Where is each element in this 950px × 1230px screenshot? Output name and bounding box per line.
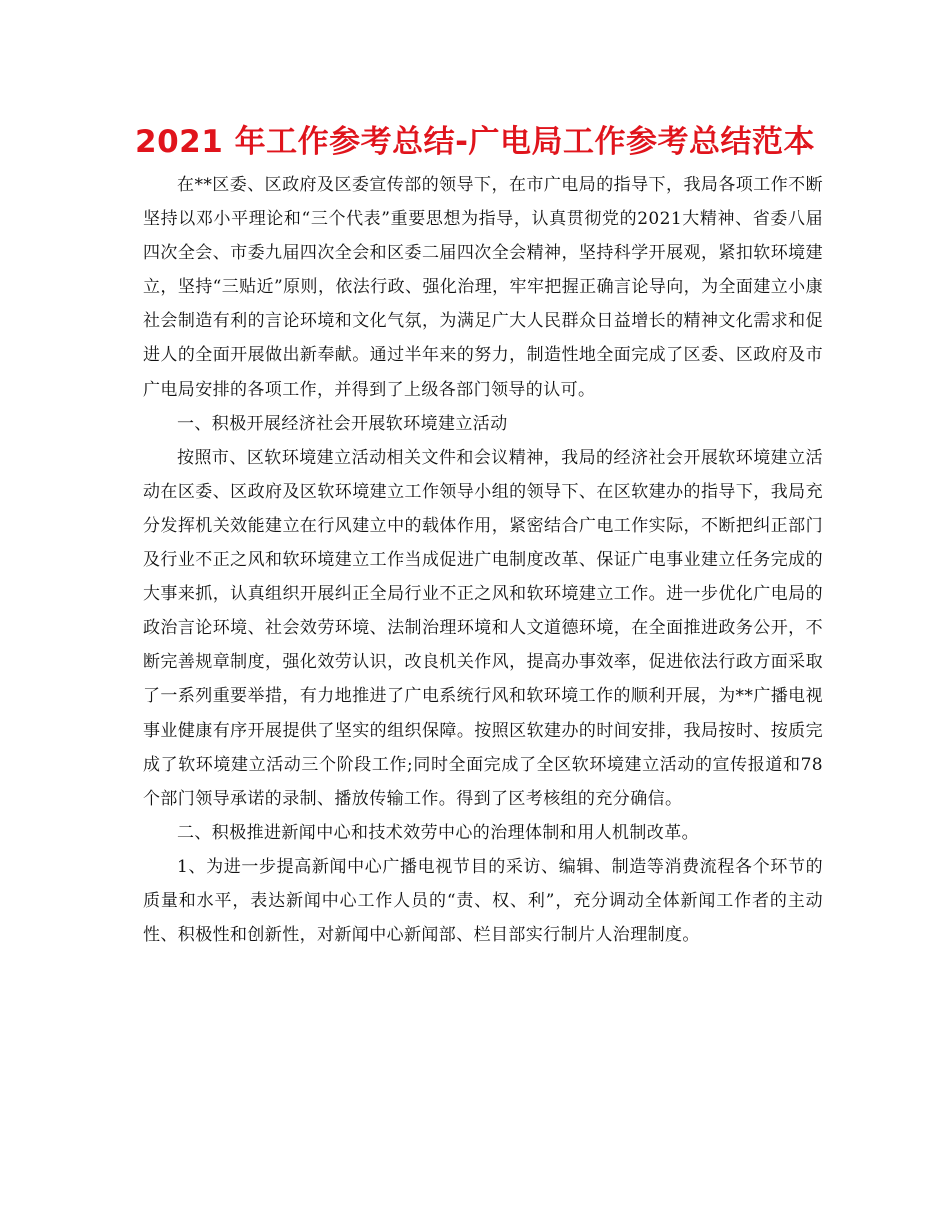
- section-heading-1: 一、积极开展经济社会开展软环境建立活动: [177, 413, 508, 434]
- document-body: [143, 168, 823, 952]
- paragraph-item-1: 1、为进一步提高新闻中心广播电视节目的采访、编辑、制造等消费流程各个环节的质量和水平，表达新闻中心工作人员的“责、权、利”，充分调动全体新闻工作者的主动性、积极性和创新性，对新闻中心新闻部、栏目部实行制片人治理制度。: [143, 856, 823, 946]
- paragraph-section-1: 按照市、区软环境建立活动相关文件和会议精神，我局的经济社会开展软环境建立活动在区委、区政府及区软环境建立工作领导小组的领导下、在区软建办的指导下，我局充分发挥机关效能建立在行风建立中的载体作用，紧密结合广电工作实际，不断把纠正部门及行业不正之风和软环境建立工作当成促进广电制度改革、保证广电事业建立任务完成的大事来抓，认真组织开展纠正全局行业不正之风和软环境建立工作。进一步优化广电局的政治言论环境、社会效劳环境、法制治理环境和人文道德环境，在全面推进政务公开，不断完善规章制度，强化效劳认识，改良机关作风，提高办事效率，促进依法行政方面采取了一系列重要举措，有力地推进了广电系统行风和软环境工作的顺利开展，为**广播电视事业健康有序开展提供了坚实的组织保障。按照区软建办的时间安排，我局按时、按质完成了软环境建立活动三个阶段工作;同时全面完成了全区软环境建立活动的宣传报道和78个部门领导承诺的录制、播放传输工作。得到了区考核组的充分确信。: [143, 447, 823, 809]
- document-title: 2021 年工作参考总结-广电局工作参考总结范本: [135, 124, 815, 160]
- section-heading-2: 二、积极推进新闻中心和技术效劳中心的治理体制和用人机制改革。: [177, 822, 699, 843]
- paragraph-intro: 在**区委、区政府及区委宣传部的领导下，在市广电局的指导下，我局各项工作不断坚持以邓小平理论和“三个代表”重要思想为指导，认真贯彻党的2021大精神、省委八届四次全会、市委九届四次全会和区委二届四次全会精神，坚持科学开展观，紧扣软环境建立，坚持“三贴近”原则，依法行政、强化治理，牢牢把握正确言论导向，为全面建立小康社会制造有利的言论环境和文化气氛，为满足广大人民群众日益增长的精神文化需求和促进人的全面开展做出新奉献。通过半年来的努力，制造性地全面完成了区委、区政府及市广电局安排的各项工作，并得到了上级各部门领导的认可。: [143, 175, 823, 400]
